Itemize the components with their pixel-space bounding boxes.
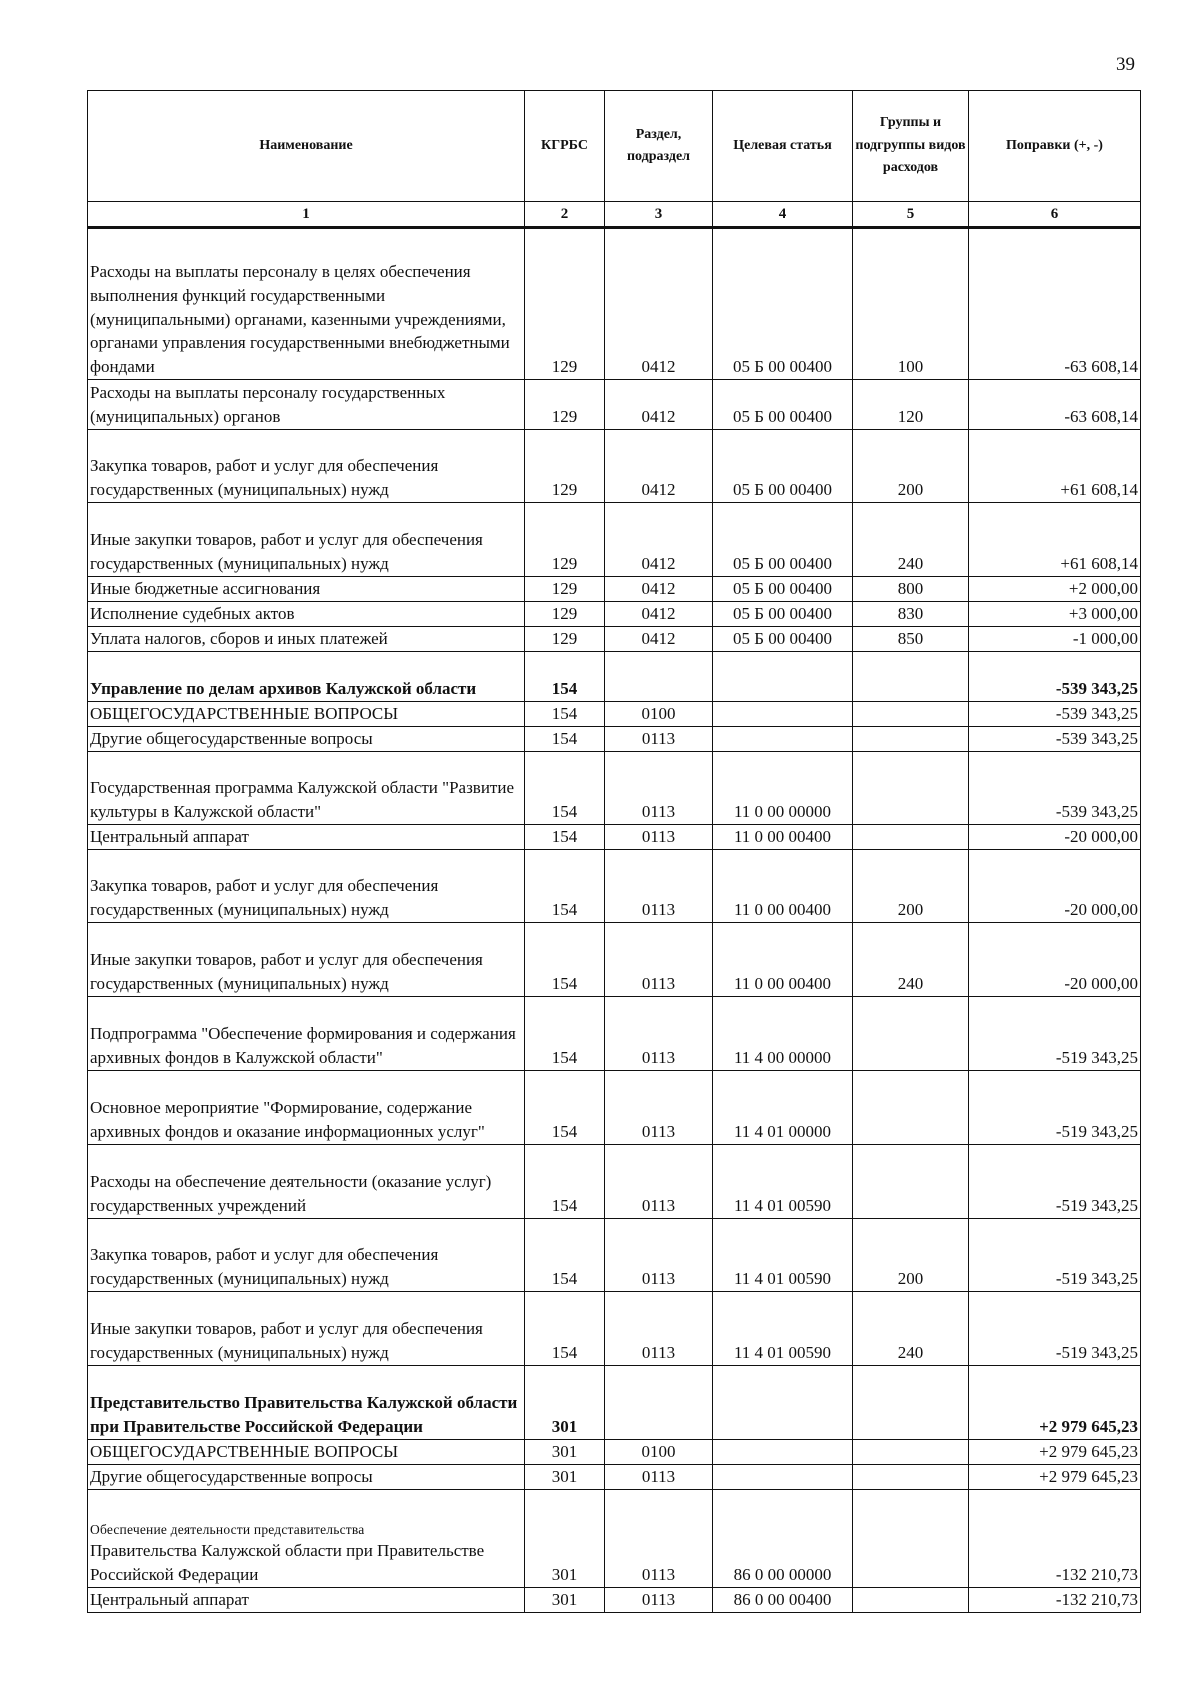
row-name: Иные бюджетные ассигнования — [88, 577, 525, 602]
row-kgrbs: 301 — [525, 1366, 605, 1440]
table-row — [88, 1366, 1141, 1440]
row-razdel: 0113 — [605, 997, 713, 1071]
row-name: Уплата налогов, сборов и иных платежей — [88, 627, 525, 652]
row-name: Иные закупки товаров, работ и услуг для обеспечения государственных (муниципальных) нужд — [88, 1292, 525, 1366]
row-target-article: 05 Б 00 00400 — [713, 577, 853, 602]
row-expense-group: 830 — [853, 602, 969, 627]
row-expense-group — [853, 1440, 969, 1465]
budget-amendments-table — [87, 90, 1141, 1613]
row-expense-group — [853, 997, 969, 1071]
row-kgrbs: 129 — [525, 380, 605, 430]
row-razdel: 0412 — [605, 380, 713, 430]
table-row — [88, 1440, 1141, 1465]
row-amount: -1 000,00 — [969, 627, 1141, 652]
row-name: Управление по делам архивов Калужской области — [88, 652, 525, 702]
header-razdel: Раздел, подраздел — [605, 91, 713, 202]
row-target-article: 11 4 01 00000 — [713, 1071, 853, 1145]
row-kgrbs: 301 — [525, 1588, 605, 1613]
row-name: Центральный аппарат — [88, 1588, 525, 1613]
table-row — [88, 1588, 1141, 1613]
row-razdel: 0113 — [605, 850, 713, 923]
row-expense-group — [853, 825, 969, 850]
column-number: 5 — [853, 202, 969, 228]
table-row — [88, 1465, 1141, 1490]
column-number: 3 — [605, 202, 713, 228]
column-number-row — [88, 202, 1141, 228]
header-name: Наименование — [88, 91, 525, 202]
row-name: Центральный аппарат — [88, 825, 525, 850]
row-kgrbs: 154 — [525, 1071, 605, 1145]
table-row — [88, 752, 1141, 825]
row-target-article — [713, 702, 853, 727]
row-target-article: 11 4 01 00590 — [713, 1145, 853, 1219]
row-kgrbs: 301 — [525, 1440, 605, 1465]
row-name: Другие общегосударственные вопросы — [88, 1465, 525, 1490]
column-number: 6 — [969, 202, 1141, 228]
header-kgrbs: КГРБС — [525, 91, 605, 202]
row-kgrbs: 154 — [525, 1145, 605, 1219]
row-name-line: Правительства Калужской области при Правительстве Российской Федерации — [90, 1541, 485, 1585]
row-amount: +2 000,00 — [969, 577, 1141, 602]
table-row — [88, 652, 1141, 702]
row-name: Расходы на выплаты персоналу государственных (муниципальных) органов — [88, 380, 525, 430]
row-amount: +61 608,14 — [969, 503, 1141, 577]
row-name: ОБЩЕГОСУДАРСТВЕННЫЕ ВОПРОСЫ — [88, 1440, 525, 1465]
row-target-article — [713, 1366, 853, 1440]
row-name: Закупка товаров, работ и услуг для обеспечения государственных (муниципальных) нужд — [88, 850, 525, 923]
row-expense-group: 200 — [853, 430, 969, 503]
header-expense-groups: Группы и подгруппы видов расходов — [853, 91, 969, 202]
row-expense-group — [853, 727, 969, 752]
row-razdel: 0100 — [605, 702, 713, 727]
row-target-article — [713, 727, 853, 752]
row-target-article: 11 4 01 00590 — [713, 1292, 853, 1366]
row-expense-group: 240 — [853, 503, 969, 577]
table-row — [88, 825, 1141, 850]
table-row — [88, 1071, 1141, 1145]
row-name: Расходы на выплаты персоналу в целях обеспечения выполнения функций государственными (муниципальными) органами, казенными учреждениями, органами управления государственными внебюджетными фондами — [88, 228, 525, 380]
table-row — [88, 1219, 1141, 1292]
row-razdel: 0113 — [605, 1071, 713, 1145]
row-expense-group: 240 — [853, 923, 969, 997]
row-razdel: 0113 — [605, 752, 713, 825]
row-razdel: 0412 — [605, 602, 713, 627]
row-target-article: 05 Б 00 00400 — [713, 430, 853, 503]
row-amount: -20 000,00 — [969, 825, 1141, 850]
row-expense-group: 100 — [853, 228, 969, 380]
row-amount: -519 343,25 — [969, 1071, 1141, 1145]
row-amount: -63 608,14 — [969, 228, 1141, 380]
row-name: Иные закупки товаров, работ и услуг для обеспечения государственных (муниципальных) нужд — [88, 503, 525, 577]
row-kgrbs: 154 — [525, 923, 605, 997]
row-expense-group — [853, 1366, 969, 1440]
row-target-article: 86 0 00 00000 — [713, 1490, 853, 1588]
row-razdel: 0113 — [605, 1145, 713, 1219]
row-kgrbs: 154 — [525, 752, 605, 825]
row-name: Исполнение судебных актов — [88, 602, 525, 627]
header-target-article: Целевая статья — [713, 91, 853, 202]
row-kgrbs: 154 — [525, 997, 605, 1071]
row-expense-group — [853, 1465, 969, 1490]
row-target-article: 05 Б 00 00400 — [713, 602, 853, 627]
row-name: Представительство Правительства Калужской области при Правительстве Российской Федерации — [88, 1366, 525, 1440]
row-name: Другие общегосударственные вопросы — [88, 727, 525, 752]
table-row — [88, 727, 1141, 752]
row-expense-group — [853, 702, 969, 727]
row-kgrbs: 129 — [525, 430, 605, 503]
row-kgrbs: 154 — [525, 850, 605, 923]
row-razdel: 0412 — [605, 627, 713, 652]
row-amount: -63 608,14 — [969, 380, 1141, 430]
row-razdel: 0113 — [605, 1465, 713, 1490]
row-razdel — [605, 652, 713, 702]
row-razdel: 0113 — [605, 1219, 713, 1292]
row-razdel: 0113 — [605, 825, 713, 850]
row-target-article: 11 0 00 00000 — [713, 752, 853, 825]
row-target-article: 05 Б 00 00400 — [713, 503, 853, 577]
row-amount: +2 979 645,23 — [969, 1465, 1141, 1490]
row-target-article: 86 0 00 00400 — [713, 1588, 853, 1613]
row-expense-group: 200 — [853, 850, 969, 923]
row-kgrbs: 129 — [525, 503, 605, 577]
row-kgrbs: 154 — [525, 702, 605, 727]
row-expense-group: 800 — [853, 577, 969, 602]
table-row — [88, 503, 1141, 577]
row-expense-group: 850 — [853, 627, 969, 652]
row-target-article: 11 4 00 00000 — [713, 997, 853, 1071]
row-name: Расходы на обеспечение деятельности (оказание услуг) государственных учреждений — [88, 1145, 525, 1219]
row-razdel: 0113 — [605, 727, 713, 752]
row-razdel: 0113 — [605, 923, 713, 997]
row-amount: +2 979 645,23 — [969, 1440, 1141, 1465]
table-row — [88, 228, 1141, 380]
row-amount: -519 343,25 — [969, 1145, 1141, 1219]
row-name: Государственная программа Калужской области "Развитие культуры в Калужской области" — [88, 752, 525, 825]
row-target-article: 11 0 00 00400 — [713, 825, 853, 850]
row-target-article: 05 Б 00 00400 — [713, 228, 853, 380]
row-name — [88, 1490, 525, 1588]
row-kgrbs: 129 — [525, 602, 605, 627]
table-row — [88, 1490, 1141, 1588]
header-amendments: Поправки (+, -) — [969, 91, 1141, 202]
row-razdel: 0113 — [605, 1588, 713, 1613]
row-name: Подпрограмма "Обеспечение формирования и содержания архивных фондов в Калужской области" — [88, 997, 525, 1071]
row-amount: +3 000,00 — [969, 602, 1141, 627]
row-expense-group — [853, 652, 969, 702]
row-target-article — [713, 1440, 853, 1465]
row-amount: +61 608,14 — [969, 430, 1141, 503]
table-row — [88, 577, 1141, 602]
row-amount: -519 343,25 — [969, 1219, 1141, 1292]
table-row — [88, 702, 1141, 727]
row-kgrbs: 129 — [525, 228, 605, 380]
row-name-line: Обеспечение деятельности представительства — [90, 1521, 365, 1537]
column-number: 1 — [88, 202, 525, 228]
row-expense-group — [853, 1071, 969, 1145]
row-expense-group — [853, 1490, 969, 1588]
row-amount: -132 210,73 — [969, 1490, 1141, 1588]
row-amount: -539 343,25 — [969, 652, 1141, 702]
row-expense-group — [853, 1588, 969, 1613]
row-amount: -519 343,25 — [969, 997, 1141, 1071]
row-kgrbs: 301 — [525, 1490, 605, 1588]
row-amount: -539 343,25 — [969, 702, 1141, 727]
row-amount: -132 210,73 — [969, 1588, 1141, 1613]
row-name: Закупка товаров, работ и услуг для обеспечения государственных (муниципальных) нужд — [88, 1219, 525, 1292]
row-target-article: 05 Б 00 00400 — [713, 380, 853, 430]
row-razdel: 0100 — [605, 1440, 713, 1465]
row-kgrbs: 301 — [525, 1465, 605, 1490]
table-row — [88, 430, 1141, 503]
row-amount: +2 979 645,23 — [969, 1366, 1141, 1440]
row-amount: -539 343,25 — [969, 752, 1141, 825]
row-razdel: 0113 — [605, 1292, 713, 1366]
row-amount: -20 000,00 — [969, 850, 1141, 923]
row-kgrbs: 154 — [525, 825, 605, 850]
row-kgrbs: 129 — [525, 627, 605, 652]
row-razdel: 0412 — [605, 430, 713, 503]
row-kgrbs: 154 — [525, 1219, 605, 1292]
table-row — [88, 850, 1141, 923]
row-expense-group: 240 — [853, 1292, 969, 1366]
row-amount: -519 343,25 — [969, 1292, 1141, 1366]
table-header-row — [88, 91, 1141, 202]
row-expense-group — [853, 1145, 969, 1219]
table-row — [88, 1145, 1141, 1219]
row-kgrbs: 129 — [525, 577, 605, 602]
row-razdel: 0412 — [605, 228, 713, 380]
table-row — [88, 627, 1141, 652]
row-kgrbs: 154 — [525, 1292, 605, 1366]
page-number: 39 — [1116, 54, 1135, 75]
table-row — [88, 380, 1141, 430]
table-row — [88, 602, 1141, 627]
row-name: ОБЩЕГОСУДАРСТВЕННЫЕ ВОПРОСЫ — [88, 702, 525, 727]
row-razdel: 0412 — [605, 577, 713, 602]
row-amount: -20 000,00 — [969, 923, 1141, 997]
row-razdel: 0113 — [605, 1490, 713, 1588]
row-kgrbs: 154 — [525, 652, 605, 702]
row-name: Иные закупки товаров, работ и услуг для обеспечения государственных (муниципальных) нужд — [88, 923, 525, 997]
row-target-article: 11 0 00 00400 — [713, 850, 853, 923]
column-number: 2 — [525, 202, 605, 228]
row-target-article — [713, 652, 853, 702]
row-expense-group — [853, 752, 969, 825]
row-razdel — [605, 1366, 713, 1440]
row-target-article: 05 Б 00 00400 — [713, 627, 853, 652]
row-kgrbs: 154 — [525, 727, 605, 752]
row-expense-group: 200 — [853, 1219, 969, 1292]
table-row — [88, 997, 1141, 1071]
row-name: Закупка товаров, работ и услуг для обеспечения государственных (муниципальных) нужд — [88, 430, 525, 503]
column-number: 4 — [713, 202, 853, 228]
row-amount: -539 343,25 — [969, 727, 1141, 752]
row-name: Основное мероприятие "Формирование, содержание архивных фондов и оказание информационных услуг" — [88, 1071, 525, 1145]
row-target-article: 11 4 01 00590 — [713, 1219, 853, 1292]
row-target-article — [713, 1465, 853, 1490]
table-row — [88, 923, 1141, 997]
row-razdel: 0412 — [605, 503, 713, 577]
row-expense-group: 120 — [853, 380, 969, 430]
row-target-article: 11 0 00 00400 — [713, 923, 853, 997]
table-row — [88, 1292, 1141, 1366]
